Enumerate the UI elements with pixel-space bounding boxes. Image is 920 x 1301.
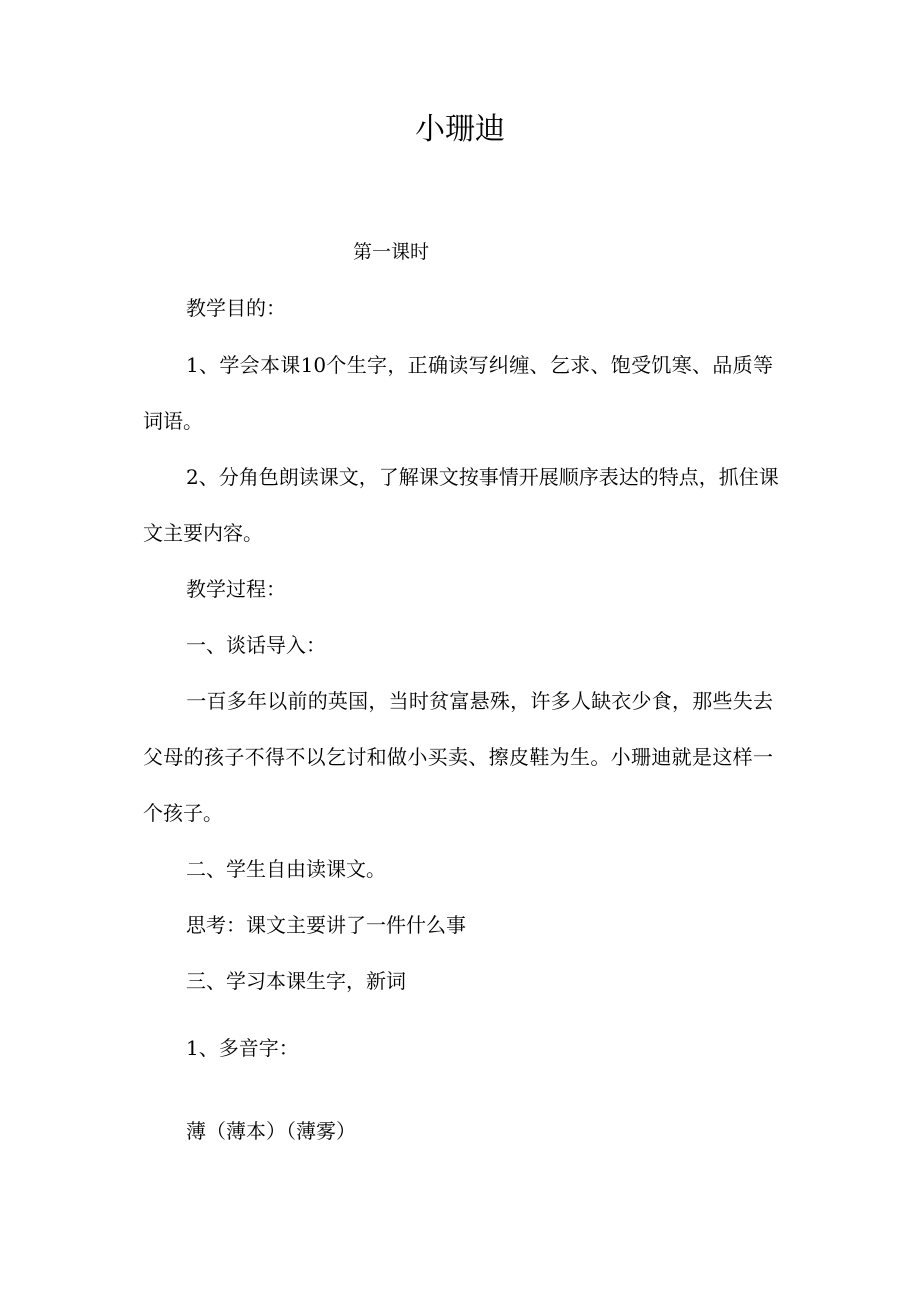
section-1-heading: 一、谈话导入： xyxy=(186,633,326,657)
section-1-para-line-2: 父母的孩子不得不以乞讨和做小买卖、擦皮鞋为生。小珊迪就是这样一 xyxy=(143,745,773,769)
section-1-para-line-3: 个孩子。 xyxy=(143,801,223,825)
objectives-heading: 教学目的： xyxy=(186,296,286,320)
section-2-heading: 二、学生自由读课文。 xyxy=(186,857,386,881)
section-3-heading: 三、学习本课生字，新词 xyxy=(186,969,406,993)
objective-1-line-2: 词语。 xyxy=(143,409,203,433)
section-3-item-1: 1、多音字： xyxy=(186,1036,299,1060)
section-3-example: 薄（薄本）（薄雾） xyxy=(186,1119,356,1143)
section-2-question: 思考：课文主要讲了一件什么事 xyxy=(186,913,466,937)
lesson-period: 第一课时 xyxy=(353,241,430,263)
objective-2-line-1: 2、分角色朗读课文，了解课文按事情开展顺序表达的特点，抓住课 xyxy=(186,465,779,489)
section-1-para-line-1: 一百多年以前的英国，当时贫富悬殊，许多人缺衣少食，那些失去 xyxy=(186,689,773,713)
page-title: 小珊迪 xyxy=(415,112,505,147)
process-heading: 教学过程： xyxy=(186,577,286,601)
objective-2-line-2: 文主要内容。 xyxy=(143,521,263,545)
objective-1-line-1: 1、学会本课10个生字，正确读写纠缠、乞求、饱受饥寒、品质等 xyxy=(186,353,773,377)
